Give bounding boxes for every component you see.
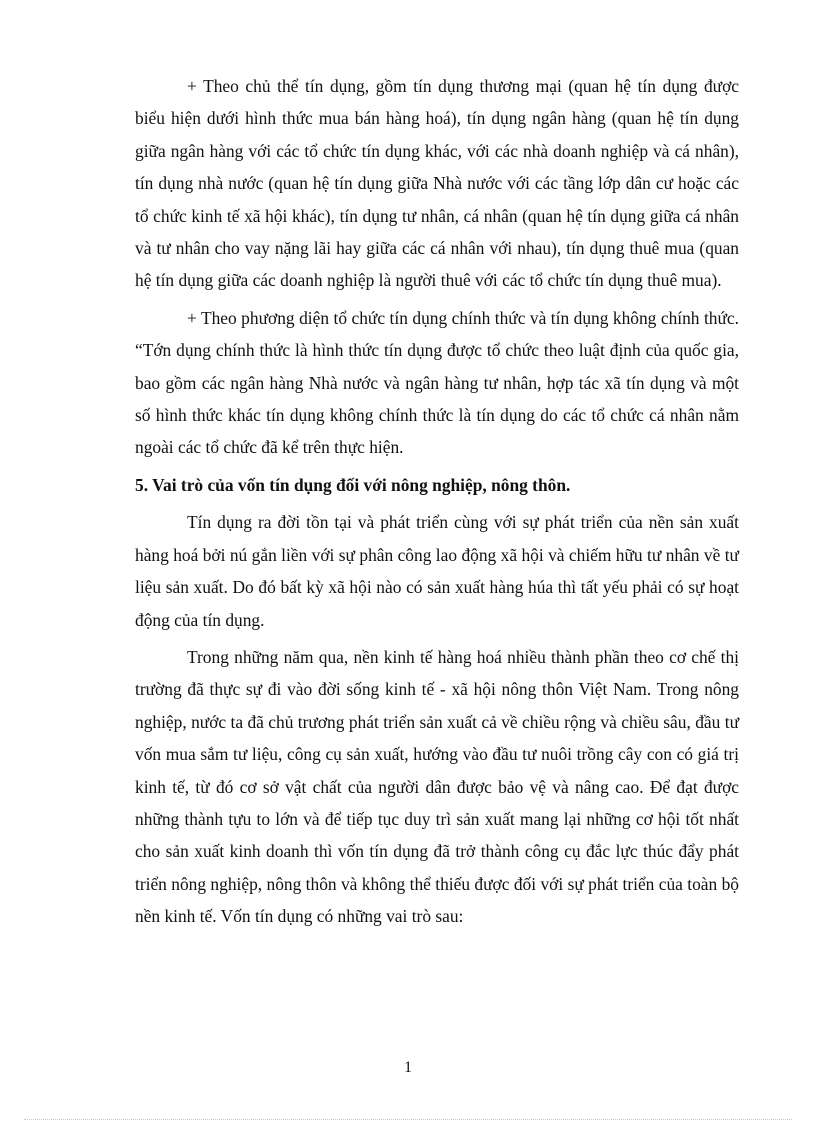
page-number: 1 bbox=[404, 1059, 412, 1076]
paragraph-formal-informal-credit: + Theo phương diện tổ chức tín dụng chính thức và tín dụng không chính thức. “Tớn dụng chính thức là hình thức tín dụng được tổ chức theo luật định của quốc gia, bao gồm các ngân hàng Nhà nước và ngân hàng tư nhân, hợp tác xã tín dụng và một số hình thức khác tín dụng không chính thức là tín dụng do các tổ chức cá nhân nằm ngoài các tổ chức đã kể trên thực hiện. bbox=[135, 307, 739, 458]
document-body bbox=[135, 70, 739, 938]
paragraph-credit-origin: Tín dụng ra đời tồn tại và phát triển cùng với sự phát triển của nền sản xuất hàng hoá bởi nú gắn liền với sự phân công lao động xã hội và chiếm hữu tư nhân về tư liệu sản xuất. Do đó bất kỳ xã hội nào có sản xuất hàng húa thì tất yếu phải có sự hoạt động của tín dụng. bbox=[135, 512, 739, 630]
paragraph-rural-economy: Trong những năm qua, nền kinh tế hàng hoá nhiều thành phần theo cơ chế thị trường đã thực sự đi vào đời sống kinh tế - xã hội nông thôn Việt Nam. Trong nông nghiệp, nước ta đã chủ trương phát triển sản xuất cả về chiều rộng và chiều sâu, đầu tư vốn mua sắm tư liệu, công cụ sản xuất, hướng vào đầu tư nuôi trồng cây con có giá trị kinh tế, từ đó cơ sở vật chất của người dân được bảo vệ và nâng cao. Để đạt được những thành tựu to lớn và để tiếp tục duy trì sản xuất mang lại những cơ hội tốt nhất cho sản xuất kinh doanh thì vốn tín dụng đã trở thành công cụ đắc lực thúc đẩy phát triển nông nghiệp, nông thôn và không thể thiếu được đối với sự phát triển của toàn bộ nền kinh tế. Vốn tín dụng có những vai trò sau: bbox=[135, 646, 739, 927]
page-bottom-border bbox=[24, 1119, 792, 1120]
paragraph-credit-by-subject: + Theo chủ thể tín dụng, gồm tín dụng thương mại (quan hệ tín dụng được biểu hiện dưới hình thức mua bán hàng hoá), tín dụng ngân hàng (quan hệ tín dụng giữa ngân hàng với các tổ chức tín dụng khác, với các nhà doanh nghiệp và cá nhân), tín dụng nhà nước (quan hệ tín dụng giữa Nhà nước với các tầng lớp dân cư hoặc các tổ chức kinh tế xã hội khác), tín dụng tư nhân, cá nhân (quan hệ tín dụng giữa cá nhân và tư nhân cho vay nặng lãi hay giữa các cá nhân với nhau), tín dụng thuê mua (quan hệ tín dụng giữa các doanh nghiệp là người thuê với các tổ chức tín dụng thuê mua). bbox=[135, 76, 739, 291]
section-heading: 5. Vai trò của vốn tín dụng đối với nông nghiệp, nông thôn. bbox=[135, 474, 571, 495]
